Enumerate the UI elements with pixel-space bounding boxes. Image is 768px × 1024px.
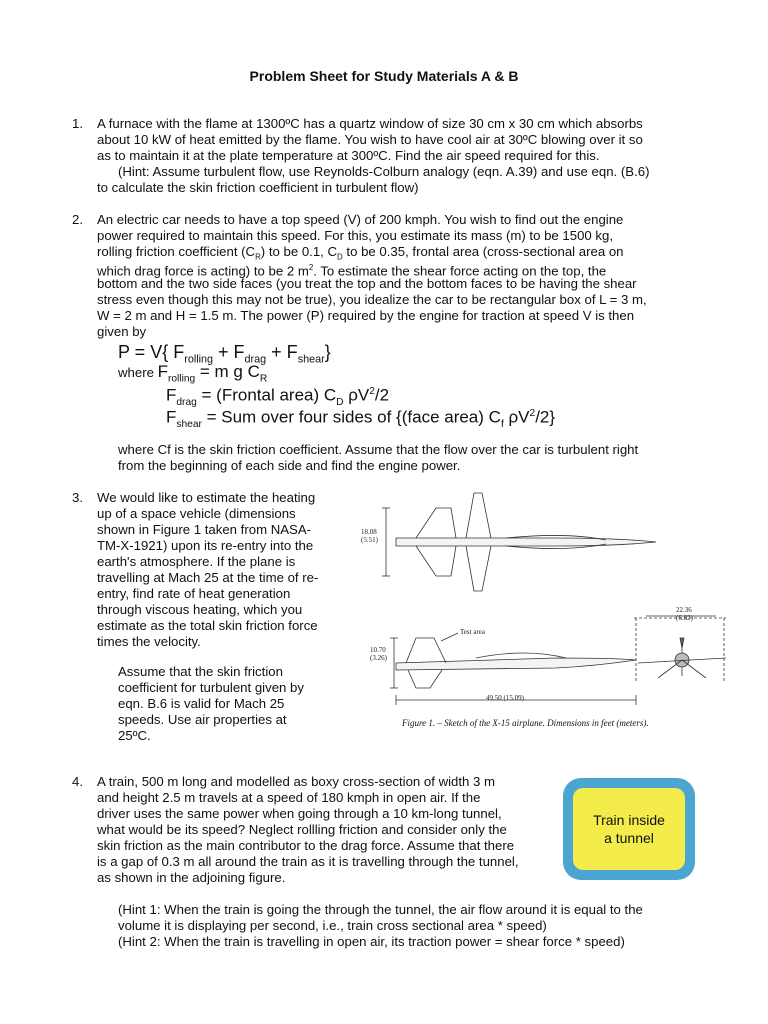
- hint-line: volume it is displaying per second, i.e., train cross sectional area * speed): [118, 918, 547, 933]
- text-line: up of a space vehicle (dimensions: [97, 506, 296, 521]
- subscript: R: [255, 252, 261, 262]
- question-number: 2.: [72, 212, 83, 227]
- superscript: 2: [369, 386, 375, 397]
- text-line: where Cf is the skin friction coefficient. Assume that the flow over the car is turbulent right: [118, 442, 639, 457]
- text-line: from the beginning of each side and find the engine power.: [118, 458, 461, 473]
- eq-fragment: /2: [374, 385, 390, 405]
- text-line: entry, find rate of heat generation: [97, 586, 291, 601]
- dimension-label: 10.70: [370, 646, 386, 654]
- text-line: Assume that the skin friction: [118, 664, 283, 679]
- text-line: power required to maintain this speed. For this, you estimate its mass (m) to be 1500 kg,: [97, 228, 614, 243]
- superscript: 2: [308, 263, 314, 272]
- text-line: A train, 500 m long and modelled as boxy cross-section of width 3 m: [97, 774, 496, 789]
- test-area-label: Test area: [460, 628, 485, 636]
- eq-fragment: + F: [266, 342, 298, 362]
- eq-fragment: ρV: [503, 407, 530, 427]
- text-line: and height 2.5 m travels at a speed of 180 kmph in open air. If the: [97, 790, 481, 805]
- subscript: drag: [244, 353, 267, 366]
- question-number: 1.: [72, 116, 83, 131]
- text-line: coefficient for turbulent given by: [118, 680, 304, 695]
- text-line: what would be its speed? Neglect rollling friction and consider only the: [97, 822, 507, 837]
- text-line: as shown in the adjoining figure.: [97, 870, 286, 885]
- text-line: as to maintain it at the plate temperature at 300ºC. Find the air speed required for this.: [97, 148, 600, 163]
- hint-line: (Hint 1: When the train is going the through the tunnel, the air flow around it is equal to the: [118, 902, 643, 917]
- text-line: speeds. Use air properties at: [118, 712, 287, 727]
- subscript: R: [259, 373, 268, 385]
- dimension-label: (5.51): [361, 536, 378, 544]
- eq-fragment: F: [166, 407, 177, 427]
- x15-top-view: [382, 493, 656, 591]
- hint-line: to calculate the skin friction coefficient in turbulent flow): [97, 180, 419, 195]
- text-line: W = 2 m and H = 1.5 m. The power (P) required by the engine for traction at speed V is then: [97, 308, 635, 323]
- question-number: 3.: [72, 490, 83, 505]
- text-line: times the velocity.: [97, 634, 201, 649]
- text-line: 25ºC.: [118, 728, 151, 743]
- text-line: through viscous heating, which you: [97, 602, 303, 617]
- text-line: about 10 kW of heat emitted by the flame. You wish to have cool air at 30ºC blowing over it so: [97, 132, 643, 147]
- eq-fragment: = Sum over four sides of {(face area) C: [201, 407, 501, 427]
- eq-fragment: = m g C: [195, 362, 260, 381]
- text-line: An electric car needs to have a top speed (V) of 200 kmph. You wish to find out the engine: [97, 212, 624, 227]
- eq-fragment: P = V{ F: [118, 342, 185, 362]
- subscript: D: [336, 397, 344, 409]
- question-number: 4.: [72, 774, 83, 789]
- subscript: D: [337, 252, 343, 262]
- text-line: earth's atmosphere. If the plane is: [97, 554, 296, 569]
- hint-line: (Hint: Assume turbulent flow, use Reynolds-Colburn analogy (eqn. A.39) and use eqn. (B.6): [118, 164, 650, 179]
- superscript: 2: [529, 408, 536, 419]
- equation-shear: [166, 404, 555, 435]
- text-line: travelling at Mach 25 at the time of re-: [97, 570, 319, 585]
- subscript: shear: [297, 353, 325, 366]
- text-line: We would like to estimate the heating: [97, 490, 316, 505]
- text-line: is a gap of 0.3 m all around the train as it is travelling through the tunnel,: [97, 854, 519, 869]
- figure-caption: Figure 1. – Sketch of the X-15 airplane. Dimensions in feet (meters).: [402, 718, 649, 728]
- text-line: given by: [97, 324, 147, 339]
- text-fragment: rolling friction coefficient (C: [97, 244, 256, 259]
- subscript: rolling: [184, 353, 214, 366]
- text-line: bottom and the two side faces (you treat the top and the bottom faces to be having the shear: [97, 276, 637, 291]
- text-line: skin friction as the main contributor to the drag force. Assume that there: [97, 838, 515, 853]
- train-box-label: Train inside: [593, 812, 665, 828]
- eq-fragment: + F: [213, 342, 245, 362]
- text-fragment: . To estimate the shear force acting on the top, the: [313, 263, 607, 279]
- eq-fragment: ρV: [343, 385, 370, 405]
- eq-fragment: where: [118, 365, 158, 380]
- text-fragment: ) to be 0.1, C: [260, 244, 338, 259]
- eq-fragment: /2}: [535, 407, 556, 427]
- train-cross-section: [573, 788, 685, 870]
- subscript: drag: [176, 397, 197, 409]
- train-tunnel-figure: [563, 778, 695, 880]
- text-line: eqn. B.6 is valid for Mach 25: [118, 696, 285, 711]
- x15-front-view: [634, 616, 726, 683]
- eq-fragment: F: [157, 362, 168, 381]
- text-line: estimate as the total skin friction force: [97, 618, 318, 633]
- text-line: TM-X-1921) upon its re-entry into the: [97, 538, 314, 553]
- train-box-label: a tunnel: [604, 830, 654, 846]
- text-fragment: to be 0.35, frontal area (cross-sectional area on: [342, 244, 624, 259]
- subscript: f: [500, 419, 504, 431]
- subscript: rolling: [167, 373, 196, 385]
- text-line: shown in Figure 1 taken from NASA-: [97, 522, 312, 537]
- eq-fragment: }: [324, 342, 331, 362]
- dimension-label: 49.50 (15.09): [486, 694, 524, 702]
- subscript: shear: [176, 419, 202, 431]
- text-fragment: which drag force is acting) to be 2 m: [97, 263, 309, 279]
- text-line: stress even though this may not be true), you idealize the car to be rectangular box of L = 3 m,: [97, 292, 647, 307]
- eq-fragment: = (Frontal area) C: [196, 385, 337, 405]
- dimension-label: (6.82): [676, 614, 693, 622]
- text-line: driver uses the same power when going through a 10 km-long tunnel,: [97, 806, 502, 821]
- text-line: A furnace with the flame at 1300ºC has a quartz window of size 30 cm x 30 cm which absorbs: [97, 116, 643, 131]
- eq-fragment: F: [166, 385, 177, 405]
- page-title: Problem Sheet for Study Materials A & B: [249, 68, 519, 84]
- dimension-label: 18.08: [361, 528, 377, 536]
- hint-line: (Hint 2: When the train is travelling in open air, its traction power = shear force * speed): [118, 934, 625, 949]
- dimension-label: 22.36: [676, 606, 692, 614]
- dimension-label: (3.26): [370, 654, 387, 662]
